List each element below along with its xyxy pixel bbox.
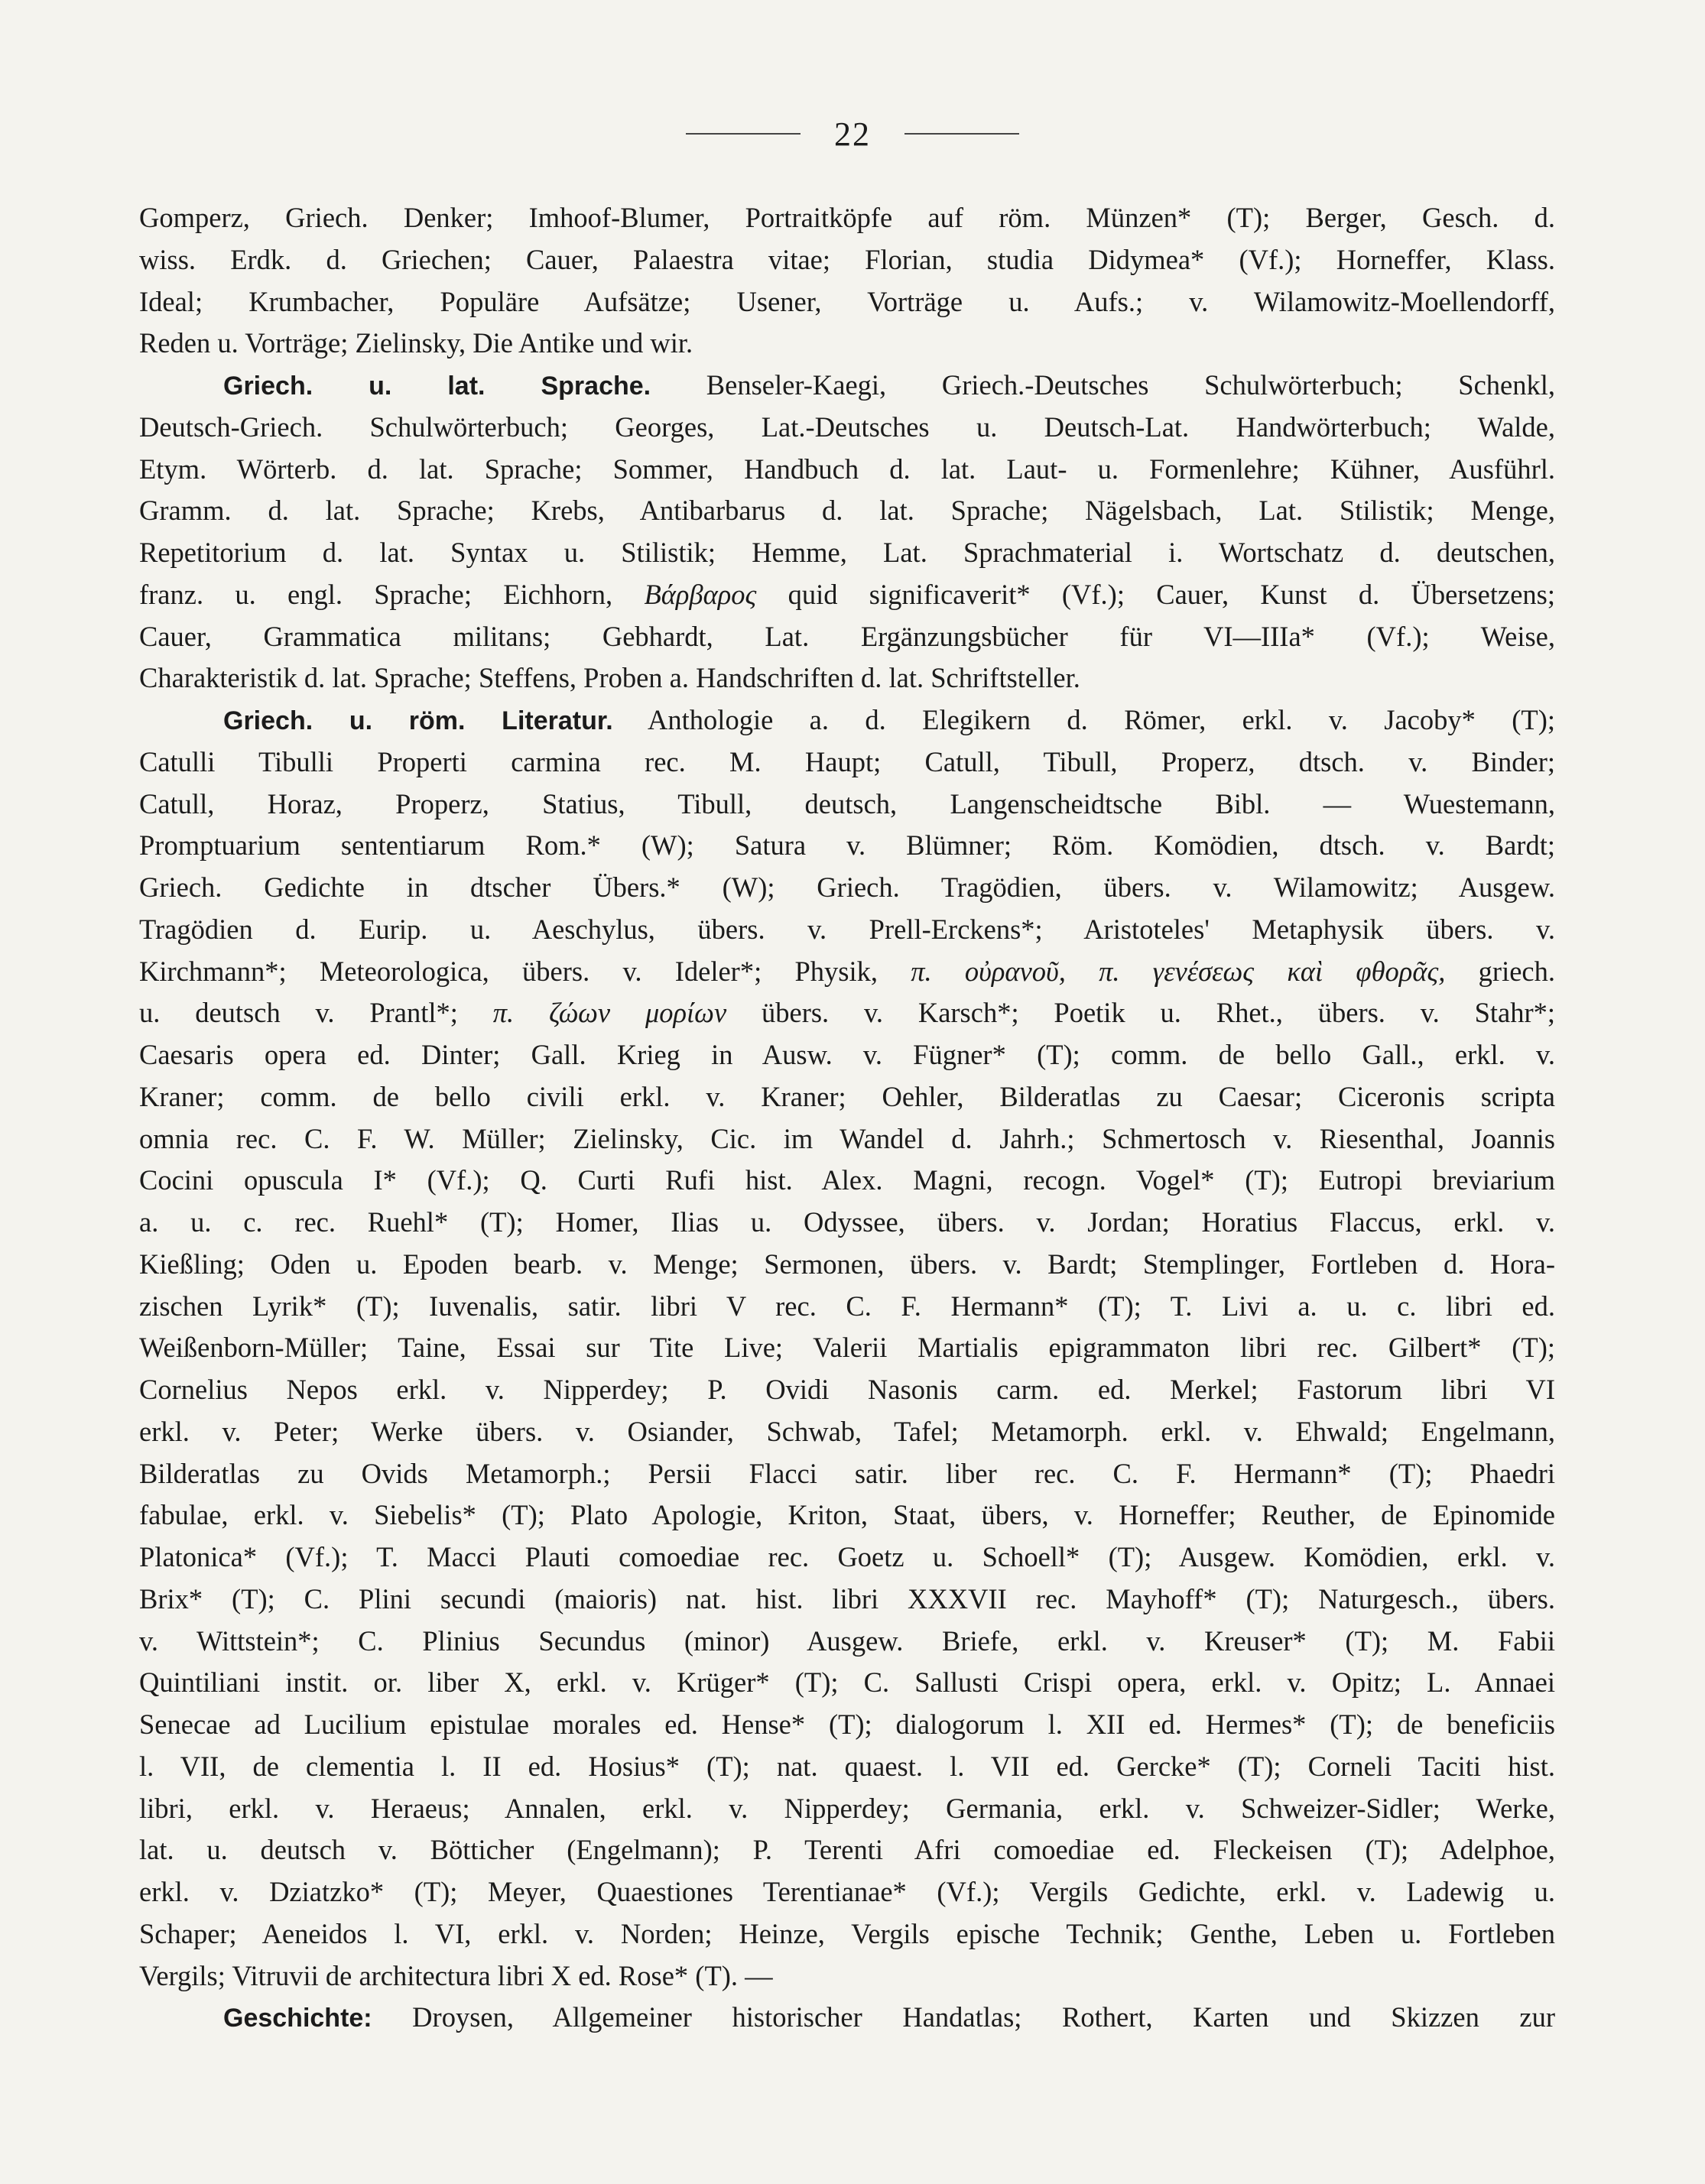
text-line: [139, 1871, 1555, 1913]
text-line: [139, 323, 1555, 365]
text-segment: Cornelius Nepos erkl. v. Nipperdey; P. Ovidi Nasonis carm. ed. Merkel; Fastorum libri VI: [139, 1374, 1555, 1405]
page-header: [0, 107, 1705, 161]
text-line: [139, 532, 1555, 574]
text-line: [139, 909, 1555, 951]
text-segment: Gramm. d. lat. Sprache; Krebs, Antibarbarus d. lat. Sprache; Nägelsbach, Lat. Stilistik; Menge,: [139, 495, 1555, 527]
text-line: [139, 407, 1555, 449]
text-segment: Brix* (T); C. Plini secundi (maioris) nat. hist. libri XXXVII rec. Mayhoff* (T); Naturgesch., übers.: [139, 1582, 1555, 1614]
text-segment: Platonica* (Vf.); T. Macci Plauti comoediae rec. Goetz u. Schoell* (T); Ausgew. Komödien, erkl. v.: [139, 1541, 1555, 1572]
section-heading: Griech. u. lat. Sprache.: [223, 372, 651, 401]
text-line: [139, 1160, 1555, 1202]
text-segment: Anthologie a. d. Elegikern d. Römer, erkl. v. Jacoby* (T);: [612, 704, 1555, 735]
page-number: 22: [834, 115, 871, 153]
text-line: [139, 1704, 1555, 1746]
text-line: [139, 657, 1555, 699]
text-segment: Cocini opuscula I* (Vf.); Q. Curti Rufi hist. Alex. Magni, recogn. Vogel* (T); Eutropi breviarium: [139, 1164, 1555, 1196]
text-line: [139, 197, 1555, 239]
text-line: [139, 1621, 1555, 1663]
text-segment: lat. u. deutsch v. Bötticher (Engelmann); P. Terenti Afri comoediae ed. Fleckeisen (T); Adelphoe,: [139, 1834, 1555, 1866]
section-heading-line: [139, 365, 1555, 407]
text-segment: Cauer, Grammatica militans; Gebhardt, Lat. Ergänzungsbücher für VI—IIIa* (Vf.); Weise,: [139, 620, 1555, 652]
section-heading: Geschichte:: [223, 2004, 372, 2033]
text-line: [139, 1327, 1555, 1369]
text-line: [139, 1118, 1555, 1160]
text-line: [139, 1076, 1555, 1118]
text-segment: Etym. Wörterb. d. lat. Sprache; Sommer, Handbuch d. lat. Laut- u. Formenlehre; Kühner, Ausführl.: [139, 453, 1555, 485]
text-line: [139, 1788, 1555, 1830]
text-segment: franz. u. engl. Sprache; Eichhorn,: [139, 578, 645, 610]
text-line: [139, 616, 1555, 658]
section-heading: Griech. u. röm. Literatur.: [223, 706, 613, 735]
text-segment: Kraner; comm. de bello civili erkl. v. Kraner; Oehler, Bilderatlas zu Caesar; Ciceronis scripta: [139, 1080, 1555, 1112]
text-segment: Quintiliani instit. or. liber X, erkl. v. Krüger* (T); C. Sallusti Crispi opera, erkl. v. Opitz; L. Annaei: [139, 1666, 1555, 1699]
text-segment: Vergils; Vitruvii de architectura libri X ed. Rose* (T). —: [139, 1959, 773, 1991]
header-rule-right: [904, 133, 1019, 135]
text-segment: übers. v. Karsch*; Poetik u. Rhet., übers. v. Stahr*;: [726, 997, 1555, 1029]
text-line: [139, 1829, 1555, 1871]
bibliography-text: [139, 197, 1555, 2039]
text-line: [139, 1034, 1555, 1076]
text-segment: Ideal; Krumbacher, Populäre Aufsätze; Usener, Vorträge u. Aufs.; v. Wilamowitz-Moellendorff,: [139, 285, 1555, 317]
text-segment: Bilderatlas zu Ovids Metamorph.; Persii Flacci satir. liber rec. C. F. Hermann* (T); Phaedri: [139, 1457, 1555, 1489]
greek-text: π. οὐρανοῦ, π. γενέσεως καὶ φθορᾶς,: [911, 955, 1446, 987]
text-line: [139, 1411, 1555, 1453]
text-segment: v. Wittstein*; C. Plinius Secundus (minor) Ausgew. Briefe, erkl. v. Kreuser* (T); M. Fabii: [139, 1624, 1555, 1657]
text-segment: quid significaverit* (Vf.); Cauer, Kunst d. Übersetzens;: [756, 578, 1555, 610]
text-segment: fabulae, erkl. v. Siebelis* (T); Plato Apologie, Kriton, Staat, übers, v. Horneffer; Reuther, de Epinomide: [139, 1499, 1555, 1531]
text-segment: Deutsch-Griech. Schulwörterbuch; Georges, Lat.-Deutsches u. Deutsch-Lat. Handwörterbuch; Walde,: [139, 411, 1555, 443]
text-segment: omnia rec. C. F. W. Müller; Zielinsky, Cic. im Wandel d. Jahrh.; Schmertosch v. Riesenthal, Joannis: [139, 1122, 1555, 1154]
text-segment: wiss. Erdk. d. Griechen; Cauer, Palaestra vitae; Florian, studia Didymea* (Vf.); Horneffer, Klass.: [139, 243, 1555, 275]
text-segment: erkl. v. Dziatzko* (T); Meyer, Quaestiones Terentianae* (Vf.); Vergils Gedichte, erkl. v. Ladewig u.: [139, 1876, 1555, 1907]
text-line: [139, 867, 1555, 909]
text-segment: Tragödien d. Eurip. u. Aeschylus, übers. v. Prell-Erckens*; Aristoteles' Metaphysik übers. v.: [139, 913, 1555, 945]
text-line: [139, 281, 1555, 323]
text-line: [139, 239, 1555, 281]
text-segment: Charakteristik d. lat. Sprache; Steffens, Proben a. Handschriften d. lat. Schriftsteller.: [139, 662, 1080, 694]
text-line: [139, 1746, 1555, 1788]
text-segment: Gomperz, Griech. Denker; Imhoof-Blumer, Portraitköpfe auf röm. Münzen* (T); Berger, Gesch. d.: [139, 202, 1555, 233]
text-line: [139, 825, 1555, 867]
text-line: [139, 1453, 1555, 1495]
section-heading-line: [139, 699, 1555, 742]
text-segment: griech.: [1445, 955, 1555, 987]
text-segment: Schaper; Aeneidos l. VI, erkl. v. Norden; Heinze, Vergils epische Technik; Genthe, Leben u. Fortleben: [139, 1917, 1555, 1949]
text-line: [139, 1494, 1555, 1537]
text-segment: Promptuarium sententiarum Rom.* (W); Satura v. Blümner; Röm. Komödien, dtsch. v. Bardt;: [139, 829, 1555, 862]
header-rule-left: [686, 133, 801, 135]
text-segment: Reden u. Vorträge; Zielinsky, Die Antike und wir.: [139, 327, 693, 359]
text-segment: Droysen, Allgemeiner historischer Handatlas; Rothert, Karten und Skizzen zur: [372, 2001, 1555, 2033]
text-segment: Caesaris opera ed. Dinter; Gall. Krieg in Ausw. v. Fügner* (T); comm. de bello Gall., erkl. v.: [139, 1039, 1555, 1070]
text-line: [139, 1662, 1555, 1704]
text-line: [139, 1913, 1555, 1955]
text-segment: Weißenborn-Müller; Taine, Essai sur Tite Live; Valerii Martialis epigrammaton libri rec. Gilbert* (T);: [139, 1332, 1555, 1364]
text-segment: Catull, Horaz, Properz, Statius, Tibull, deutsch, Langenscheidtsche Bibl. — Wuestemann,: [139, 787, 1555, 819]
text-line: [139, 449, 1555, 491]
text-line: [139, 1369, 1555, 1411]
text-segment: Repetitorium d. lat. Syntax u. Stilistik; Hemme, Lat. Sprachmaterial i. Wortschatz d. deutschen,: [139, 537, 1555, 568]
text-segment: libri, erkl. v. Heraeus; Annalen, erkl. v. Nipperdey; Germania, erkl. v. Schweizer-Sidler; Werke,: [139, 1792, 1555, 1824]
text-segment: zischen Lyrik* (T); Iuvenalis, satir. libri V rec. C. F. Hermann* (T); T. Livi a. u. c. libri ed.: [139, 1290, 1555, 1322]
text-segment: Senecae ad Lucilium epistulae morales ed. Hense* (T); dialogorum l. XII ed. Hermes* (T); de beneficiis: [139, 1709, 1555, 1740]
text-segment: Benseler-Kaegi, Griech.-Deutsches Schulwörterbuch; Schenkl,: [651, 369, 1555, 401]
text-line: [139, 1537, 1555, 1579]
text-segment: a. u. c. rec. Ruehl* (T); Homer, Ilias u. Odyssee, übers. v. Jordan; Horatius Flaccus, erkl. v.: [139, 1206, 1555, 1238]
text-line: [139, 1286, 1555, 1328]
text-line: [139, 784, 1555, 826]
text-line: [139, 1579, 1555, 1621]
section-heading-line: [139, 1997, 1555, 2039]
text-line: [139, 992, 1555, 1034]
text-segment: l. VII, de clementia l. II ed. Hosius* (T); nat. quaest. l. VII ed. Gercke* (T); Corneli Taciti hist.: [139, 1750, 1555, 1782]
text-line: [139, 574, 1555, 616]
text-segment: u. deutsch v. Prantl*;: [139, 997, 493, 1029]
greek-text: Βάρβαρος: [644, 578, 757, 610]
text-segment: erkl. v. Peter; Werke übers. v. Osiander, Schwab, Tafel; Metamorph. erkl. v. Ehwald; Engelmann,: [139, 1415, 1555, 1447]
text-line: [139, 1202, 1555, 1244]
text-segment: Catulli Tibulli Properti carmina rec. M. Haupt; Catull, Tibull, Properz, dtsch. v. Binder;: [139, 745, 1555, 777]
greek-text: π. ζώων μορίων: [492, 997, 727, 1029]
text-line: [139, 1244, 1555, 1286]
text-line: [139, 490, 1555, 532]
text-line: [139, 1955, 1555, 1997]
text-segment: Kießling; Oden u. Epoden bearb. v. Menge; Sermonen, übers. v. Bardt; Stemplinger, Fortleben d. Hora-: [139, 1248, 1555, 1280]
text-line: [139, 742, 1555, 784]
text-segment: Griech. Gedichte in dtscher Übers.* (W); Griech. Tragödien, übers. v. Wilamowitz; Ausgew.: [139, 871, 1555, 903]
text-segment: Kirchmann*; Meteorologica, übers. v. Ideler*; Physik,: [139, 955, 911, 987]
text-line: [139, 951, 1555, 993]
